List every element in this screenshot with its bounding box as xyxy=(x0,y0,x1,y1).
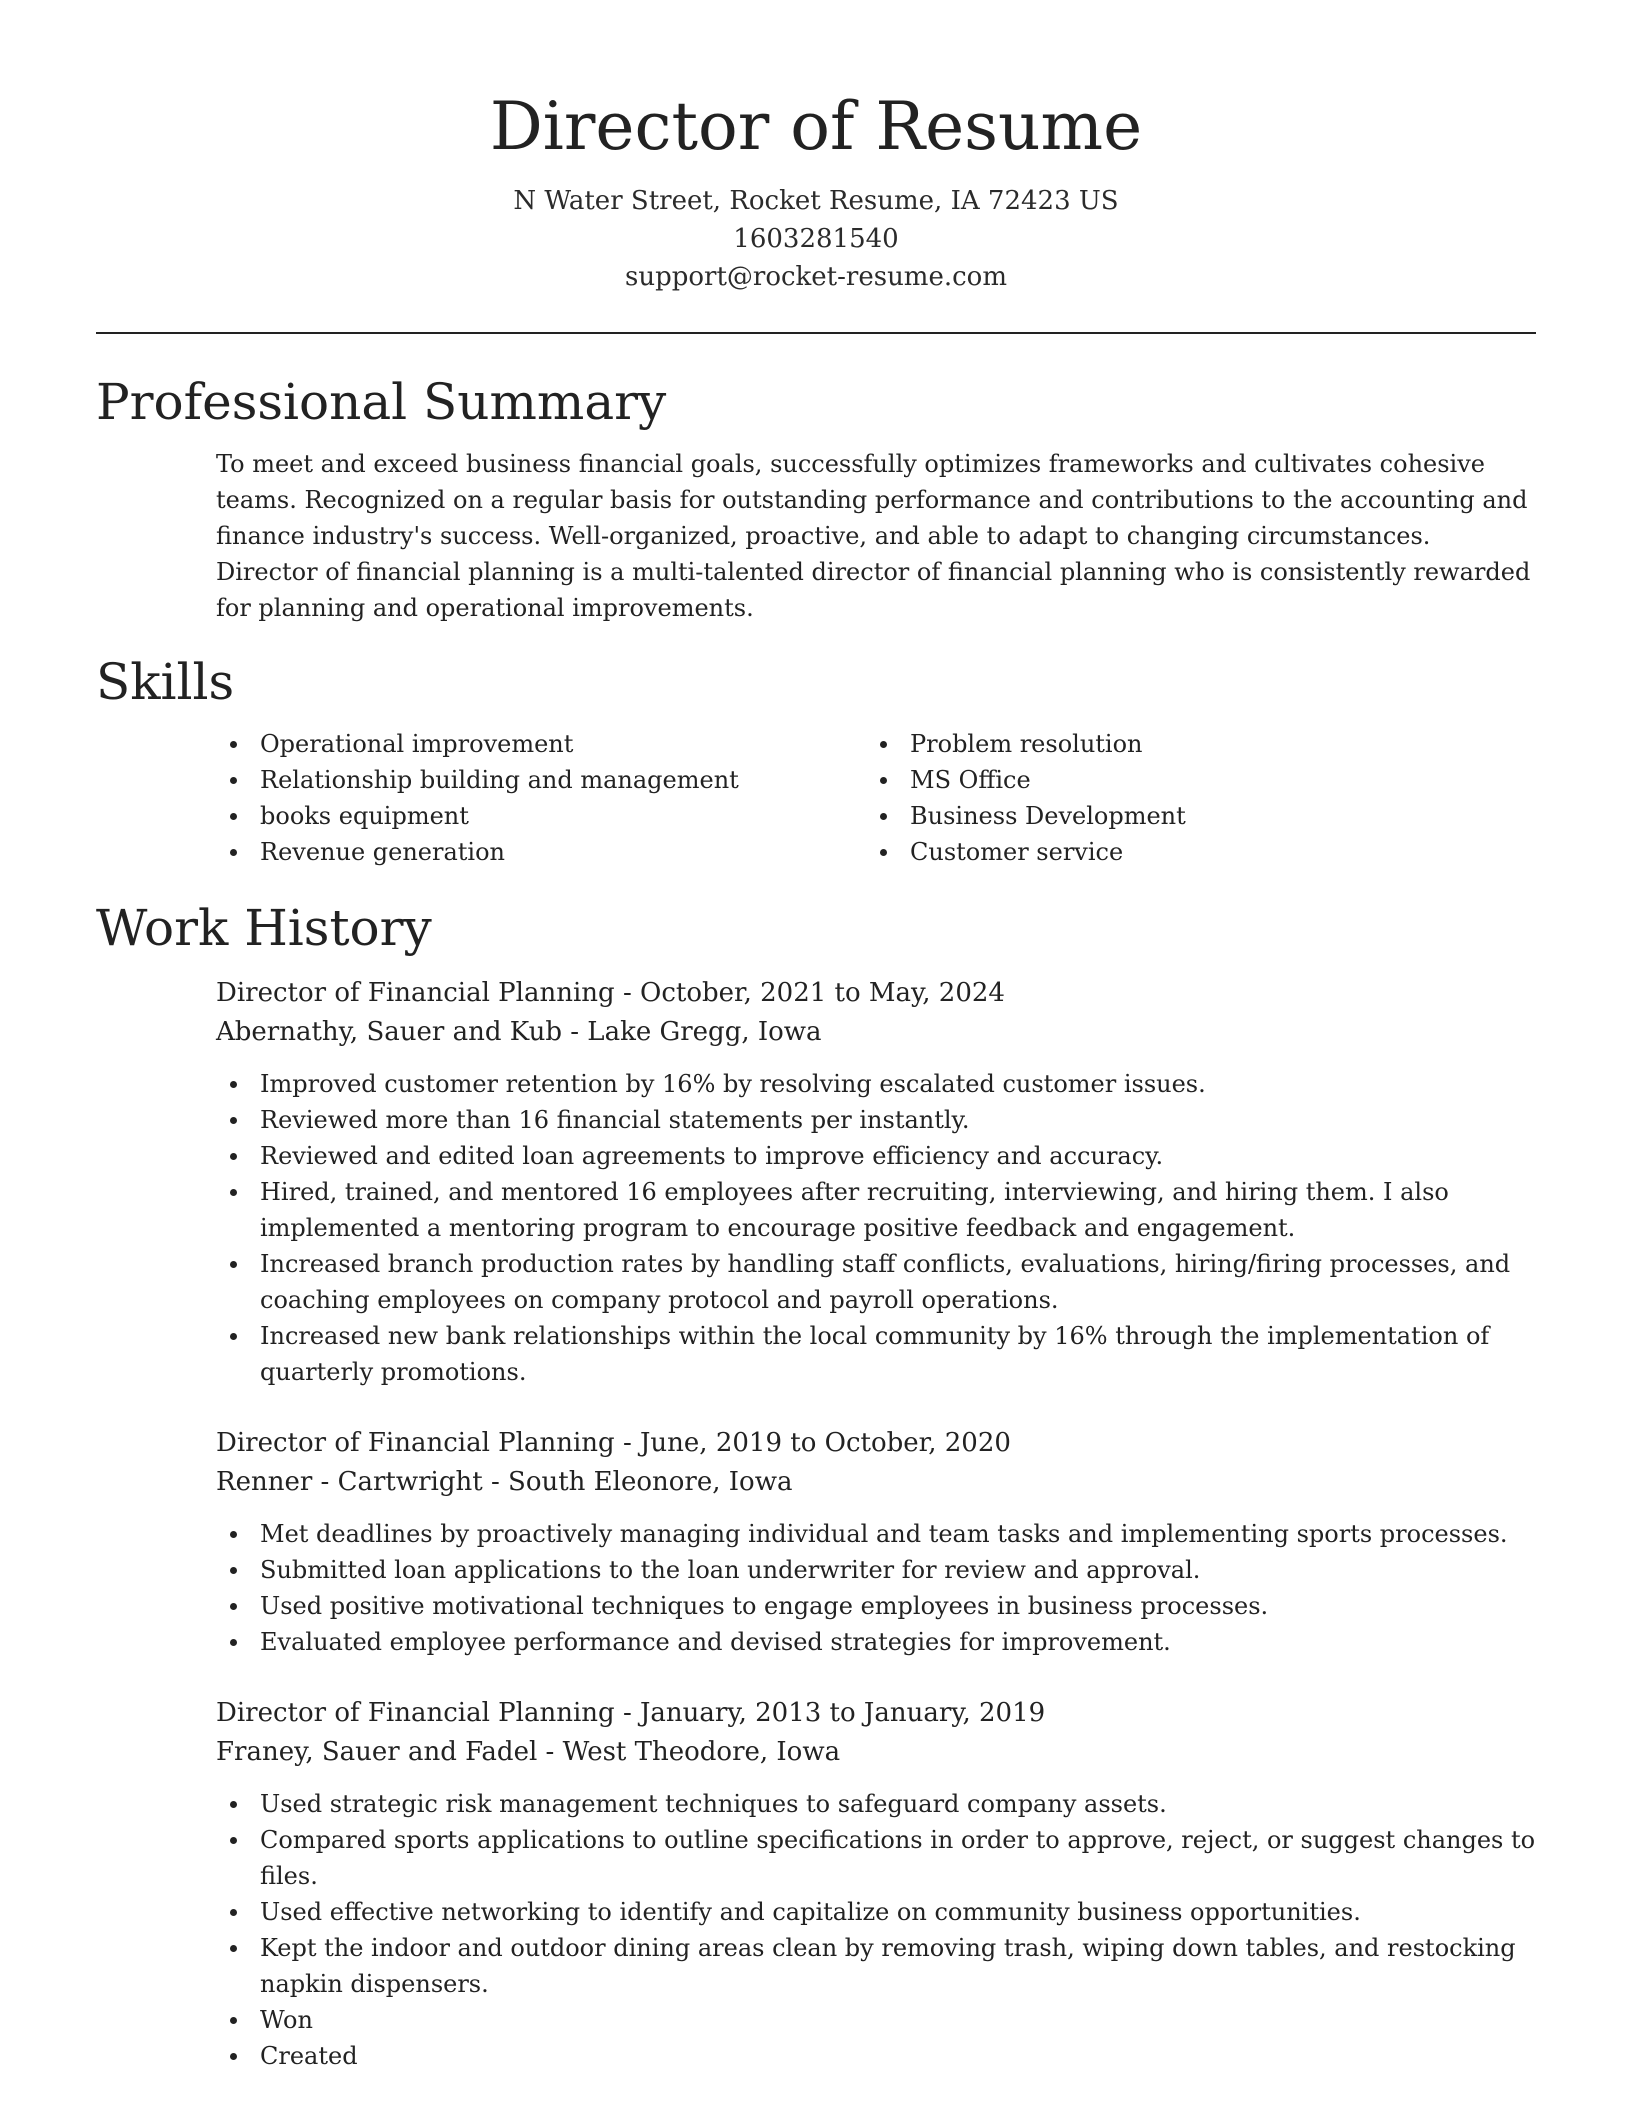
job-bullet: Increased new bank relationships within the local community by 16% through the implementation of quarterly promotions. xyxy=(216,1318,1536,1390)
job-bullet: Submitted loan applications to the loan underwriter for review and approval. xyxy=(216,1552,1536,1588)
job-title-line xyxy=(216,1424,1536,1463)
contact-info xyxy=(96,182,1536,296)
job-company-line xyxy=(216,1013,1536,1052)
skill-item: Operational improvement xyxy=(216,726,866,762)
job-bullet: Improved customer retention by 16% by resolving escalated customer issues. xyxy=(216,1066,1536,1102)
resume-header xyxy=(96,0,1536,296)
job-bullets xyxy=(216,1516,1536,1660)
skill-item: Problem resolution xyxy=(866,726,1516,762)
skill-item: Customer service xyxy=(866,834,1516,870)
skill-item: Relationship building and management xyxy=(216,762,866,798)
work-history-heading: Work History xyxy=(96,899,432,957)
summary-text: To meet and exceed business financial goals, successfully optimizes frameworks and cultivates cohesive teams. Recognized on a regular basis for outstanding performance and contributions to the accounting and finance industry's success. Well-organized, proactive, and able to adapt to changing circumstances. Director of financial planning is a multi-talented director of financial planning who is consistently rewarded for planning and operational improvements. xyxy=(216,450,1531,622)
summary-section xyxy=(96,370,1536,626)
job-bullet: Hired, trained, and mentored 16 employees after recruiting, interviewing, and hiring them. I also implemented a mentoring program to encourage positive feedback and engagement. xyxy=(216,1174,1536,1246)
job-dates: - October, 2021 to May, 2024 xyxy=(614,978,1005,1008)
job-location: - West Theodore, Iowa xyxy=(537,1737,841,1767)
job-bullet: Won xyxy=(216,2002,1536,2038)
job-title: Director of Financial Planning xyxy=(216,1698,615,1728)
job-title: Director of Financial Planning xyxy=(216,1428,615,1458)
job-company-line xyxy=(216,1733,1536,1772)
summary-heading: Professional Summary xyxy=(96,373,667,431)
header-divider xyxy=(96,332,1536,334)
skills-section xyxy=(96,650,1536,870)
work-history-section xyxy=(96,896,1536,2074)
job-title-line xyxy=(216,1694,1536,1733)
skill-item: MS Office xyxy=(866,762,1516,798)
job-bullet: Compared sports applications to outline specifications in order to approve, reject, or suggest changes to files. xyxy=(216,1822,1536,1894)
job-entry xyxy=(96,974,1536,1390)
email-address: support@rocket-resume.com xyxy=(624,262,1007,292)
job-bullets xyxy=(216,1066,1536,1390)
job-bullet: Reviewed more than 16 financial statements per instantly. xyxy=(216,1102,1536,1138)
job-company-line xyxy=(216,1463,1536,1502)
job-bullet: Increased branch production rates by handling staff conflicts, evaluations, hiring/firing processes, and coaching employees on company protocol and payroll operations. xyxy=(216,1246,1536,1318)
skills-column-right xyxy=(866,726,1516,870)
job-title: Director of Financial Planning xyxy=(216,978,615,1008)
job-company: Abernathy, Sauer and Kub xyxy=(216,1017,562,1047)
job-entry xyxy=(96,1424,1536,1660)
job-company: Renner - Cartwright xyxy=(216,1467,483,1497)
skill-item: books equipment xyxy=(216,798,866,834)
job-location: - Lake Gregg, Iowa xyxy=(561,1017,822,1047)
job-dates: - January, 2013 to January, 2019 xyxy=(614,1698,1046,1728)
job-location: - South Eleonore, Iowa xyxy=(482,1467,793,1497)
job-bullet: Evaluated employee performance and devised strategies for improvement. xyxy=(216,1624,1536,1660)
job-bullet: Kept the indoor and outdoor dining areas clean by removing trash, wiping down tables, and restocking napkin dispensers. xyxy=(216,1930,1536,2002)
job-bullet: Used effective networking to identify and capitalize on community business opportunities. xyxy=(216,1894,1536,1930)
skills-list xyxy=(96,726,1536,870)
address: N Water Street, Rocket Resume, IA 72423 US xyxy=(513,186,1119,216)
resume-page xyxy=(96,0,1536,2074)
phone-number: 1603281540 xyxy=(733,224,899,254)
job-dates: - June, 2019 to October, 2020 xyxy=(614,1428,1011,1458)
job-bullet: Met deadlines by proactively managing individual and team tasks and implementing sports processes. xyxy=(216,1516,1536,1552)
job-bullet: Reviewed and edited loan agreements to improve efficiency and accuracy. xyxy=(216,1138,1536,1174)
skill-item: Business Development xyxy=(866,798,1516,834)
skills-heading: Skills xyxy=(96,653,235,711)
skills-column-left xyxy=(216,726,866,870)
job-bullets xyxy=(216,1786,1536,2074)
job-entry xyxy=(96,1694,1536,2074)
skill-item: Revenue generation xyxy=(216,834,866,870)
job-bullet: Created xyxy=(216,2038,1536,2074)
job-bullet: Used positive motivational techniques to engage employees in business processes. xyxy=(216,1588,1536,1624)
job-company: Franey, Sauer and Fadel xyxy=(216,1737,538,1767)
job-title-line xyxy=(216,974,1536,1013)
candidate-name: Director of Resume xyxy=(489,88,1143,165)
job-bullet: Used strategic risk management techniques to safeguard company assets. xyxy=(216,1786,1536,1822)
